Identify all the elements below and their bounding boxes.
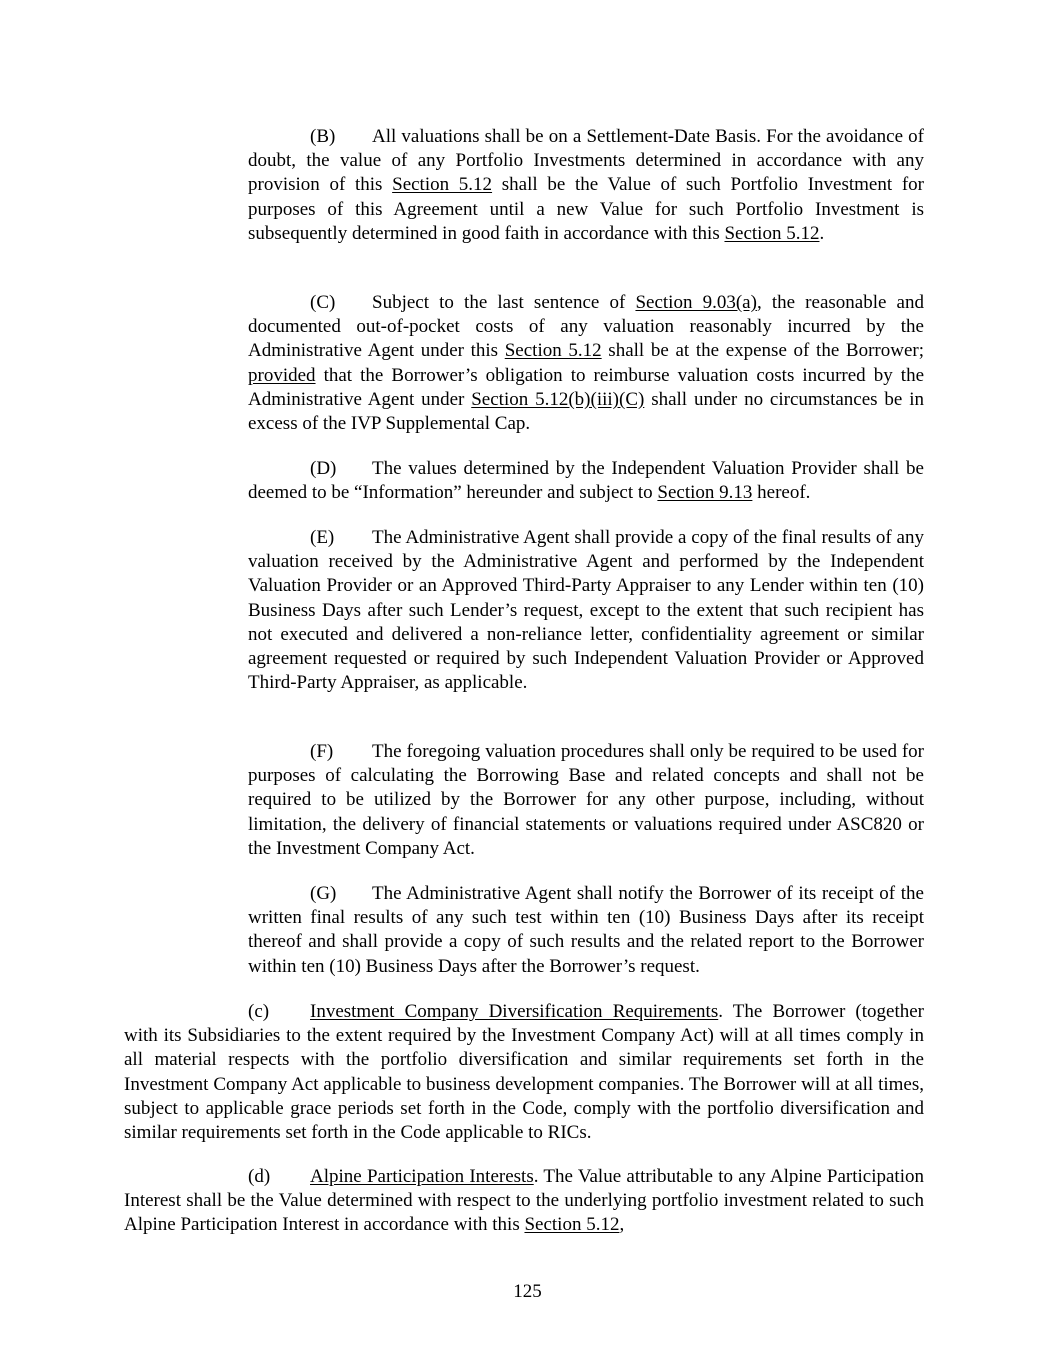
paragraph-B: (B) All valuations shall be on a Settlement-Date Basis. For the avoidance of doubt, the value of any Portfolio Investments determined in accordance with any provision of this Section 5.12 shall be the Value of such Portfolio Investment for purposes of this Agreement until a new Value for such Portfolio Investment is subsequently determined in good faith in accordance with this Section 5.12.	[248, 126, 924, 244]
section-reference: Section 9.13	[657, 482, 753, 504]
paragraph-c: (c) Investment Company Diversification Requirements. The Borrower (together with its Subsidiaries to the extent required by the Investment Company Act) will at all times comply in all material respects with the portfolio diversification and similar requirements set forth in the Investment Company Act applicable to business development companies. The Borrower will at all times, subject to applicable grace periods set forth in the Code, comply with the portfolio diversification and similar requirements set forth in the Code applicable to RICs.	[124, 1001, 924, 1144]
paragraph-F: (F) The foregoing valuation procedures shall only be required to be used for purposes of calculating the Borrowing Base and related concepts and shall not be required to be utilized by the Borrower for any other purpose, including, without limitation, the delivery of financial statements or valuations required under ASC820 or the Investment Company Act.	[248, 741, 924, 859]
section-reference: Section 5.12	[504, 340, 602, 362]
page-number: 125	[513, 1281, 542, 1302]
paragraph-label: (G)	[310, 883, 337, 904]
paragraph-label: (c)	[248, 1001, 270, 1022]
paragraph-label: (d)	[248, 1166, 271, 1187]
section-reference: Section 5.12	[524, 1214, 620, 1236]
defined-term: provided	[248, 364, 316, 386]
paragraph-d: (d) Alpine Participation Interests. The Value attributable to any Alpine Participation Interest shall be the Value determined with respect to the underlying portfolio investment related to such Alpine Participation Interest in accordance with this Section 5.12,	[124, 1166, 924, 1236]
section-reference: Section 5.12(b)(iii)(C)	[471, 388, 645, 410]
section-heading: Alpine Participation Interests	[310, 1166, 534, 1187]
paragraph-D: (D) The values determined by the Independent Valuation Provider shall be deemed to be “Information” hereunder and subject to Section 9.13 hereof.	[248, 458, 924, 504]
paragraph-label: (F)	[310, 741, 334, 762]
paragraph-C: (C) Subject to the last sentence of Section 9.03(a), the reasonable and documented out-of-pocket costs of any valuation reasonably incurred by the Administrative Agent under this Section 5.12 shall be at the expense of the Borrower; provided that the Borrower’s obligation to reimburse valuation costs incurred by the Administrative Agent under Section 5.12(b)(iii)(C) shall under no circumstances be in excess of the IVP Supplemental Cap.	[248, 292, 925, 435]
paragraph-label: (B)	[310, 126, 336, 147]
paragraph-label: (C)	[310, 292, 336, 313]
section-reference: Section 5.12	[724, 222, 820, 244]
paragraph-E: (E) The Administrative Agent shall provide a copy of the final results of any valuation received by the Administrative Agent and performed by the Independent Valuation Provider or an Approved Third-Party Appraiser to any Lender within ten (10) Business Days after such Lender’s request, except to the extent that such recipient has not executed and delivered a non-reliance letter, confidentiality agreement or similar agreement requested or required by such Independent Valuation Provider or Approved Third-Party Appraiser, as applicable.	[248, 527, 924, 694]
paragraph-label: (E)	[310, 527, 335, 548]
paragraph-G: (G) The Administrative Agent shall notify the Borrower of its receipt of the written final results of any such test within ten (10) Business Days after its receipt thereof and shall provide a copy of such results and the related report to the Borrower within ten (10) Business Days after the Borrower’s request.	[248, 883, 924, 977]
section-reference: Section 5.12	[392, 174, 493, 196]
section-reference: Section 9.03(a)	[635, 292, 757, 313]
paragraph-label: (D)	[310, 458, 337, 479]
section-heading: Investment Company Diversification Requirements	[310, 1001, 719, 1022]
